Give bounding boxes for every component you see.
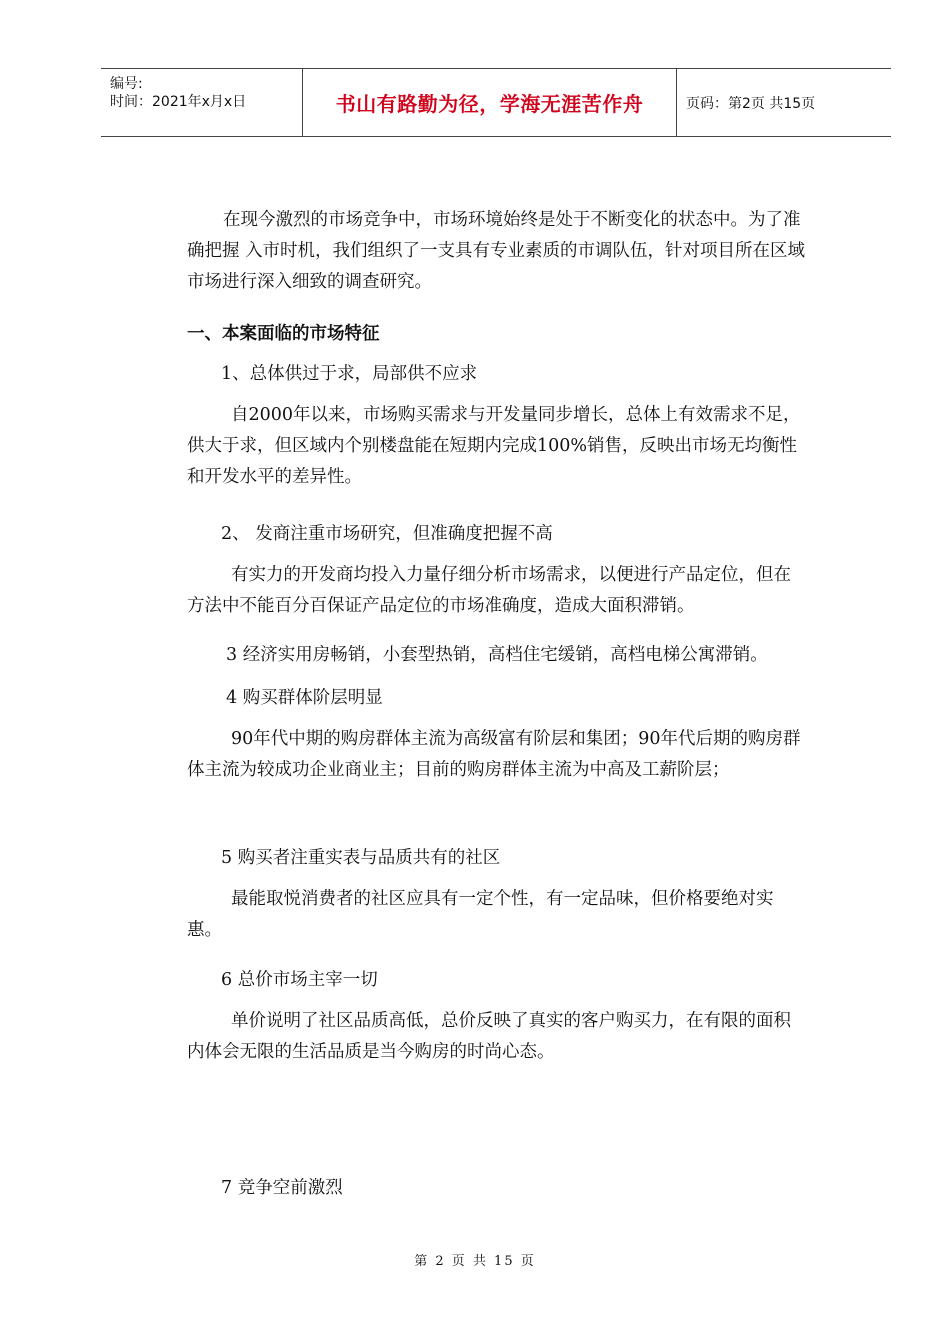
item-heading-2: 2、 发商注重市场研究，但准确度把握不高 bbox=[221, 524, 553, 544]
header-page-cell bbox=[677, 69, 891, 136]
header-motto-cell bbox=[303, 69, 677, 136]
item-heading-7: 7 竞争空前激烈 bbox=[221, 1178, 343, 1198]
section-title: 一、本案面临的市场特征 bbox=[187, 324, 380, 344]
page-footer: 第 2 页 共 15 页 bbox=[414, 1254, 536, 1269]
item-heading-4: 4 购买群体阶层明显 bbox=[226, 688, 383, 708]
item-text-2: 有实力的开发商均投入力量仔细分析市场需求，以便进行产品定位，但在方法中不能百分百保证产品定位的市场准确度，造成大面积滞销。 bbox=[187, 565, 791, 616]
item-text-5: 最能取悦消费者的社区应具有一定个性，有一定品味，但价格要绝对实惠。 bbox=[187, 889, 774, 940]
document-number-label: 编号: bbox=[110, 76, 143, 92]
intro-paragraph: 在现今激烈的市场竞争中，市场环境始终是处于不断变化的状态中。为了准确把握 入市时机，我们组织了一支具有专业素质的市调队伍，针对项目所在区域市场进行深入细致的调查研究。 bbox=[187, 210, 806, 292]
item-heading-6: 6 总价市场主宰一切 bbox=[221, 970, 378, 990]
item-text-6: 单价说明了社区品质高低，总价反映了真实的客户购买力，在有限的面积内体会无限的生活品质是当今购房的时尚心态。 bbox=[187, 1011, 791, 1062]
header-page-info: 页码：第2页 共15页 bbox=[686, 95, 816, 112]
document-header bbox=[101, 68, 891, 137]
item-heading-1: 1、总体供过于求，局部供不应求 bbox=[221, 364, 478, 384]
header-motto: 书山有路勤为径，学海无涯苦作舟 bbox=[335, 92, 644, 116]
item-text-1: 自2000年以来，市场购买需求与开发量同步增长，总体上有效需求不足，供大于求，但区域内个别楼盘能在短期内完成100%销售，反映出市场无均衡性和开发水平的差异性。 bbox=[187, 405, 801, 487]
item-heading-3: 3 经济实用房畅销，小套型热销，高档住宅缓销，高档电梯公寓滞销。 bbox=[226, 645, 768, 665]
document-date-label: 时间：2021年x月x日 bbox=[110, 94, 247, 110]
header-meta-cell bbox=[101, 69, 303, 136]
item-heading-5: 5 购买者注重实表与品质共有的社区 bbox=[221, 848, 501, 868]
item-text-4: 90年代中期的购房群体主流为高级富有阶层和集团；90年代后期的购房群体主流为较成功企业商业主；目前的购房群体主流为中高及工薪阶层； bbox=[187, 729, 801, 780]
